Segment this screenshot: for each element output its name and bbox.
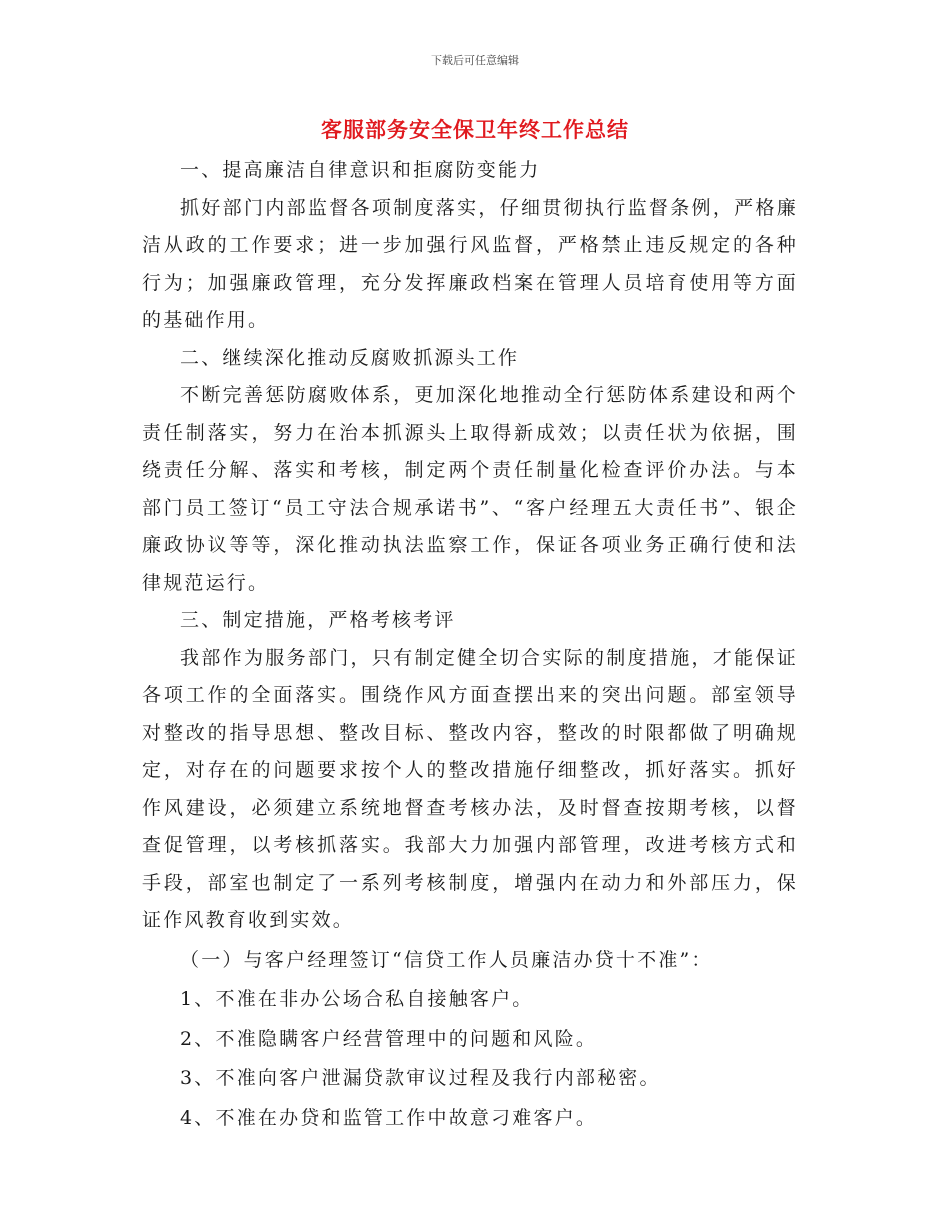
list-item: 2、不准隐瞒客户经营管理中的问题和风险。 <box>180 1027 598 1050</box>
list-heading: （一）与客户经理签订“信贷工作人员廉洁办贷十不准”： <box>180 948 713 971</box>
document-body <box>142 152 798 1137</box>
document-title: 客服部务安全保卫年终工作总结 <box>321 118 629 142</box>
section-heading-2: 二、继续深化推动反腐败抓源头工作 <box>180 346 520 369</box>
paragraph-1: 抓好部门内部监督各项制度落实，仔细贯彻执行监督条例，严格廉洁从政的工作要求；进一步加强行风监督，严格禁止违反规定的各种行为；加强廉政管理，充分发挥廉政档案在管理人员培育使用等方面的基础作用。 <box>142 196 798 331</box>
page-header-note: 下载后可任意编辑 <box>431 54 519 67</box>
list-item: 1、不准在非办公场合私自接触客户。 <box>180 988 534 1010</box>
paragraph-3: 我部作为服务部门，只有制定健全切合实际的制度措施，才能保证各项工作的全面落实。围绕作风方面查摆出来的突出问题。部室领导对整改的指导思想、整改目标、整改内容，整改的时限都做了明确规定，对存在的问题要求按个人的整改措施仔细整改，抓好落实。抓好作风建设，必须建立系统地督查考核办法，及时督查按期考核，以督查促管理，以考核抓落实。我部大力加强内部管理，改进考核方式和手段，部室也制定了一系列考核制度，增强内在动力和外部压力，保证作风教育收到实效。 <box>142 646 798 931</box>
section-heading-3: 三、制定措施，严格考核考评 <box>180 609 456 631</box>
list-item: 4、不准在办贷和监管工作中故意刁难客户。 <box>180 1106 598 1129</box>
paragraph-2: 不断完善惩防腐败体系，更加深化地推动全行惩防体系建设和两个责任制落实，努力在治本抓源头上取得新成效；以责任状为依据，围绕责任分解、落实和考核，制定两个责任制量化检查评价办法。与本部门员工签订“员工守法合规承诺书”、“客户经理五大责任书”、银企廉政协议等等，深化推动执法监察工作，保证各项业务正确行使和法律规范运行。 <box>142 384 798 594</box>
section-heading-1: 一、提高廉洁自律意识和拒腐防变能力 <box>180 159 541 181</box>
list-item: 3、不准向客户泄漏贷款审议过程及我行内部秘密。 <box>180 1067 661 1089</box>
